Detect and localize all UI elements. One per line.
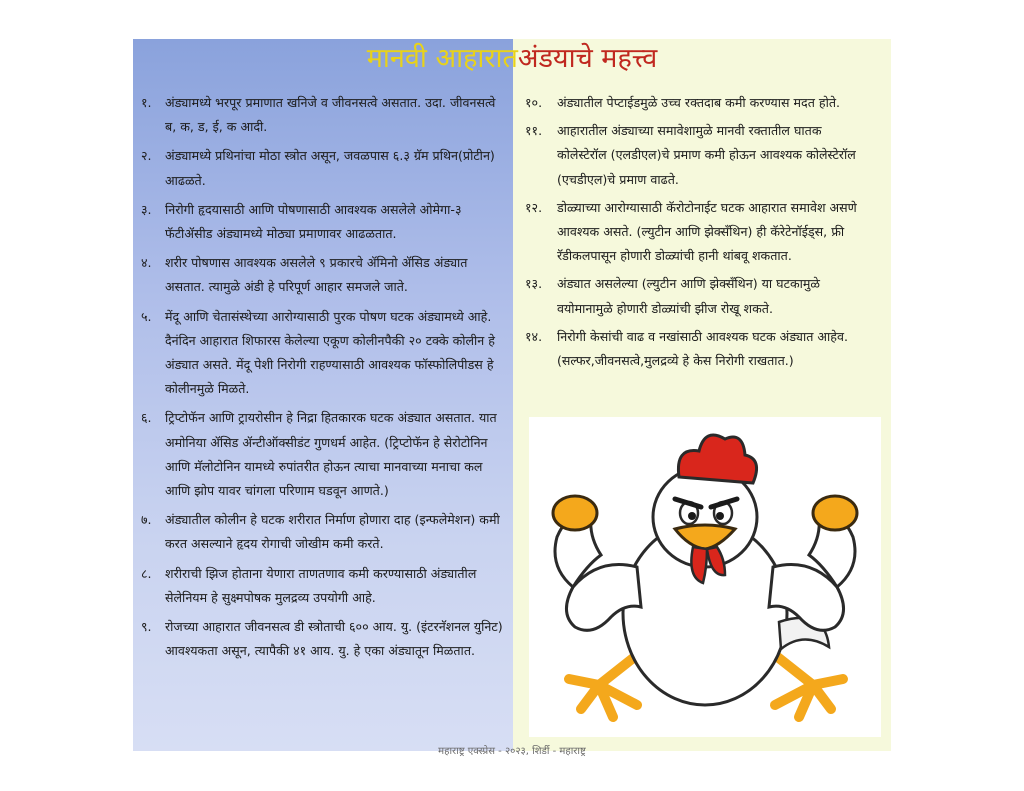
item-text: अंड्यामध्ये भरपूर प्रमाणात खनिजे व जीवनसत्वे असतात. उदा. जीवनसत्वे ब, क, ड, ई, क आदी.	[165, 95, 496, 135]
list-item	[141, 91, 505, 139]
item-number: ७.	[141, 512, 152, 528]
item-number: ११.	[525, 123, 543, 139]
item-text: ट्रिप्टोफॅन आणि ट्रायरोसीन हे निद्रा हितकारक घटक अंड्यात असतात. यात अमोनिया ॲसिड ॲन्टीऑक्सीडंट गुणधर्म आहेत. (ट्रिप्टोफॅन हे सेरोटोनिन आणि मॅलोटोनिन यामध्ये रुपांतरीत होऊन त्याचा मानवाच्या मनाचा कल आणि झोप यावर चांगला परिणाम घडवून आणते.)	[165, 410, 497, 499]
list-item	[141, 508, 505, 556]
item-text: आहारातील अंड्याच्या समावेशामुळे मानवी रक्तातील घातक कोलेस्टेरॉल (एलडीएल)चे प्रमाण कमी होऊन आवश्यक कोलेस्टेरॉल (एचडीएल)चे प्रमाण वाढते.	[557, 123, 856, 187]
item-text: शरीर पोषणास आवश्यक असलेले ९ प्रकारचे ॲमिनो ॲसिड अंड्यात असतात. त्यामुळे अंडी हे परिपूर्ण आहार समजले जाते.	[165, 255, 468, 295]
item-number: ६.	[141, 410, 152, 426]
item-text: अंड्यातील कोलीन हे घटक शरीरात निर्माण होणारा दाह (इन्फलेमेशन) कमी करत असल्याने हृदय रोगाची जोखीम कमी करते.	[165, 512, 500, 552]
list-item	[141, 198, 505, 246]
item-number: २.	[141, 148, 152, 164]
item-number: ४.	[141, 255, 152, 271]
rooster-illustration	[529, 417, 881, 737]
item-text: अंड्यातील पेप्टाईडमुळे उच्च रक्तदाब कमी करण्यास मदत होते.	[557, 95, 841, 110]
list-item	[141, 305, 505, 402]
item-number: ८.	[141, 565, 152, 581]
list-item	[141, 251, 505, 299]
list-item	[525, 196, 875, 269]
item-number: १४.	[525, 328, 543, 344]
item-number: १०.	[525, 95, 543, 110]
item-number: ५.	[141, 308, 152, 324]
item-text: शरीराची झिज होताना येणारा ताणतणाव कमी करण्यासाठी अंड्यातील सेलेनियम हे सुक्ष्मपोषक मुलद्रव्य उपयोगी आहे.	[165, 565, 477, 605]
left-fact-list	[141, 91, 505, 668]
list-item	[141, 615, 505, 663]
item-text: निरोगी केसांची वाढ व नखांसाठी आवश्यक घटक अंड्यात आहेव. (सल्फर,जीवनसत्वे,मुलद्रव्ये हे केस निरोगी राखतात.)	[557, 328, 848, 369]
list-item	[525, 119, 875, 192]
item-text: अंड्यात असलेल्या (ल्युटीन आणि झेक्सॅंथिन) या घटकामुळे वयोमानामुळे होणारी डोळ्यांची झीज रोखू शकते.	[557, 276, 821, 316]
item-text: निरोगी हृदयासाठी आणि पोषणासाठी आवश्यक असलेले ओमेगा-३ फॅटीॲसीड अंड्यामध्ये मोठ्या प्रमाणावर आढळतात.	[165, 201, 462, 242]
item-text: रोजच्या आहारात जीवनसत्व डी स्त्रोताची ६०० आय. यु. (इंटरनॅशनल युनिट) आवश्यकता असून, त्यापैकी ४१ आय. यु. हे एका अंड्यातून मिळतात.	[165, 619, 503, 659]
poster-title	[133, 41, 891, 77]
item-text: अंड्यामध्ये प्रथिनांचा मोठा स्त्रोत असून, जवळपास ६.३ ग्रॅम प्रथिन(प्रोटीन) आढळते.	[165, 148, 495, 188]
list-item	[141, 562, 505, 610]
item-text: मेंदू आणि चेतासंस्थेच्या आरोग्यासाठी पुरक पोषण घटक अंड्यामध्ये आहे. दैनंदिन आहारात शिफारस केलेल्या एकूण कोलीनपैकी २० टक्के कोलीन हे अंड्यात असते. मेंदू पेशी निरोगी राहण्यासाठी आवश्यक फॉस्फोलिपीडस हे कोलीनमुळे मिळते.	[165, 308, 495, 397]
list-item	[525, 272, 875, 320]
list-item	[525, 325, 875, 373]
item-number: १२.	[525, 199, 543, 215]
footer-credit: महाराष्ट्र एक्स्प्रेस - २०२३, शिर्डी - महाराष्ट्र	[438, 746, 586, 757]
item-number: १३.	[525, 276, 543, 292]
poster	[133, 39, 891, 751]
list-item	[525, 91, 875, 115]
muscular-rooster-icon	[529, 417, 881, 737]
item-text: डोळ्याच्या आरोग्यासाठी कॅरोटोनाईट घटक आहारात समावेश असणे आवश्यक असते. (ल्युटीन आणि झेक्सॅंथिन) ही कॅरेटेनॉईड्स, फ्री रॅडीकलपासून होणारी डोळ्यांची हानी थांबवू शकतात.	[557, 199, 857, 264]
list-item	[141, 406, 505, 503]
item-number: १.	[141, 95, 152, 110]
item-number: ३.	[141, 201, 152, 217]
title-part-yellow: मानवी आहारात	[366, 43, 518, 74]
title-part-red: अंडयाचे महत्त्व	[517, 43, 658, 74]
list-item	[141, 144, 505, 192]
right-fact-list	[525, 91, 875, 377]
item-number: ९.	[141, 619, 152, 635]
